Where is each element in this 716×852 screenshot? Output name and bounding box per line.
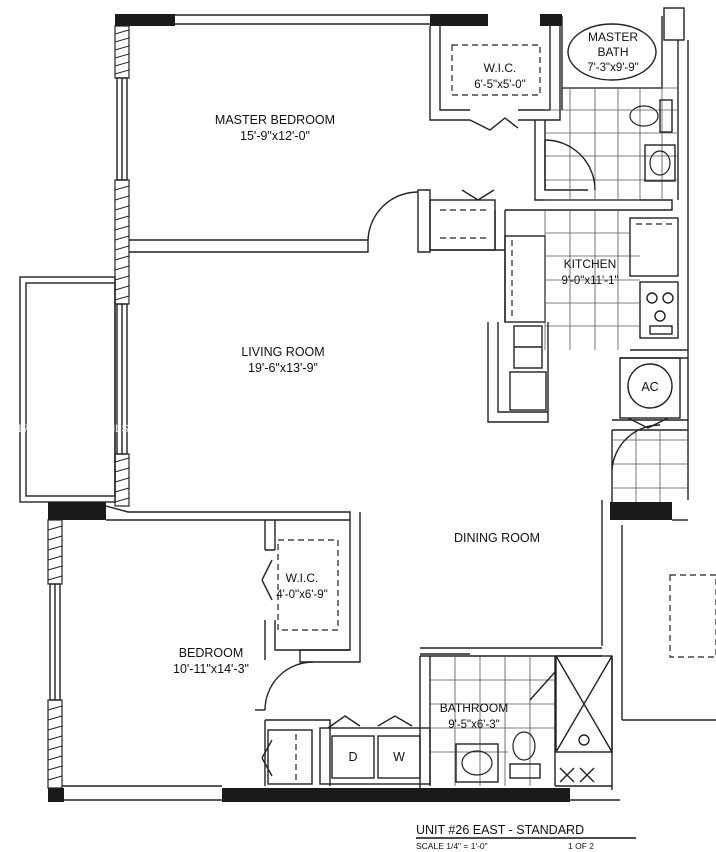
master-wic-size: 6'-5"x5'-0" (474, 79, 526, 91)
scale-label: SCALE 1/4" = 1'-0" (416, 841, 488, 851)
toilet-icon (630, 106, 658, 126)
master-wic-name: W.I.C. (483, 61, 517, 75)
title-block (416, 823, 636, 851)
bedroom-name: BEDROOM (178, 646, 244, 660)
living-room-size: 19'-6"x13'-9" (248, 361, 318, 375)
bedroom-wic-size: 4'-0"x6'-9" (276, 589, 328, 601)
sheet-number: 1 OF 2 (568, 841, 594, 851)
unit-title: UNIT #26 EAST - STANDARD (416, 823, 585, 837)
master-bedroom-name: MASTER BEDROOM (214, 113, 336, 127)
exterior-walls (48, 14, 672, 802)
room-labels (173, 30, 659, 764)
washer-label: W (393, 750, 405, 764)
kitchen-name: KITCHEN (563, 257, 617, 271)
master-bedroom-size: 15'-9"x12'-0" (240, 129, 310, 143)
balcony (20, 277, 115, 502)
master-bath-name-2: BATH (597, 45, 629, 59)
sink-icon (650, 151, 670, 175)
dining-room-name: DINING ROOM (453, 531, 541, 545)
fixtures (332, 24, 675, 782)
bedroom-size: 10'-11"x14'-3" (173, 662, 249, 676)
master-bath-name-1: MASTER (587, 30, 639, 44)
watermark: A11719237 © Miami MLS® 2025 (4, 423, 165, 435)
doors (262, 118, 668, 776)
bath-toilet-icon (513, 732, 535, 760)
bedroom-wic-name: W.I.C. (285, 571, 319, 585)
ac-label: AC (641, 380, 659, 394)
living-room-name: LIVING ROOM (241, 345, 325, 359)
bathroom-size: 9'-5"x6'-3" (448, 719, 500, 731)
dryer-label: D (348, 750, 358, 764)
master-bath-size: 7'-3"x9'-9" (587, 62, 639, 74)
kitchen-size: 9'-0"x11'-1" (561, 275, 619, 287)
bathroom-name: BATHROOM (439, 701, 509, 715)
